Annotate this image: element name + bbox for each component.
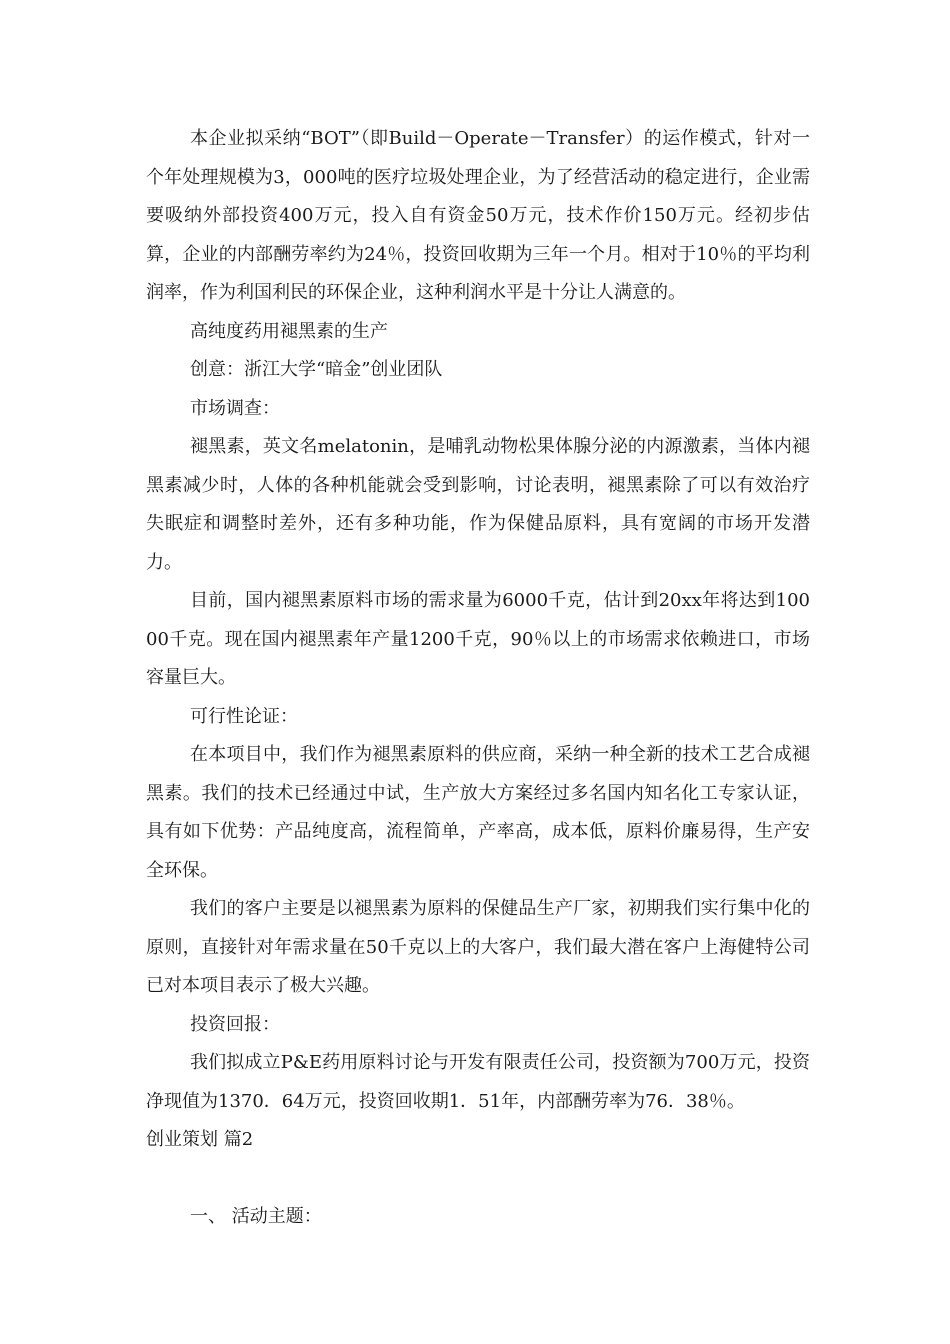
paragraph-bot-model: 本企业拟采纳“BOT”（即Build－Operate－Transfer）的运作模式，针对一个年处理规模为3，000吨的医疗垃圾处理企业，为了经营活动的稳定进行，企业需要吸纳外部投资400万元，投入自有资金50万元，技术作价150万元。经初步估算，企业的内部酬劳率约为24％，投资回收期为三年一个月。相对于10％的平均利润率，作为利国利民的环保企业，这种利润水平是十分让人满意的。 [146, 128, 810, 303]
section-heading-investment-return: 投资回报： [190, 1013, 280, 1035]
creative-team: 创意：浙江大学“暗金”创业团队 [190, 359, 443, 380]
paragraph-market-demand: 目前，国内褪黑素原料市场的需求量为6000千克，估计到20xx年将达到10000千克。现在国内褪黑素年产量1200千克，90％以上的市场需求依赖进口，市场容量巨大。 [146, 590, 810, 688]
heading-activity-theme: 一、 活动主题： [190, 1205, 322, 1227]
paragraph-investment: 我们拟成立P&E药用原料讨论与开发有限责任公司，投资额为700万元，投资净现值为1370．64万元，投资回收期1．51年，内部酬劳率为76．38％。 [146, 1052, 810, 1112]
document-body [146, 120, 810, 1236]
paragraph-melatonin-intro: 褪黑素，英文名melatonin，是哺乳动物松果体腺分泌的内源激素，当体内褪黑素减少时，人体的各种机能就会受到影响，讨论表明，褪黑素除了可以有效治疗失眠症和调整时差外，还有多种功能，作为保健品原料，具有宽阔的市场开发潜力。 [146, 436, 810, 573]
section-heading-feasibility: 可行性论证： [190, 705, 298, 727]
section-heading-market-research: 市场调查： [190, 397, 280, 419]
blank-line [146, 1160, 810, 1198]
paragraph-technology: 在本项目中，我们作为褪黑素原料的供应商，采纳一种全新的技术工艺合成褪黑素。我们的技术已经通过中试，生产放大方案经过多名国内知名化工专家认证，具有如下优势：产品纯度高，流程简单，产率高，成本低，原料价廉易得，生产安全环保。 [146, 744, 810, 881]
paragraph-customers: 我们的客户主要是以褪黑素为原料的保健品生产厂家，初期我们实行集中化的原则，直接针对年需求量在50千克以上的大客户，我们最大潜在客户上海健特公司已对本项目表示了极大兴趣。 [146, 898, 810, 996]
section-title-plan-2: 创业策划 篇2 [146, 1129, 254, 1150]
project-title: 高纯度药用褪黑素的生产 [190, 320, 388, 342]
